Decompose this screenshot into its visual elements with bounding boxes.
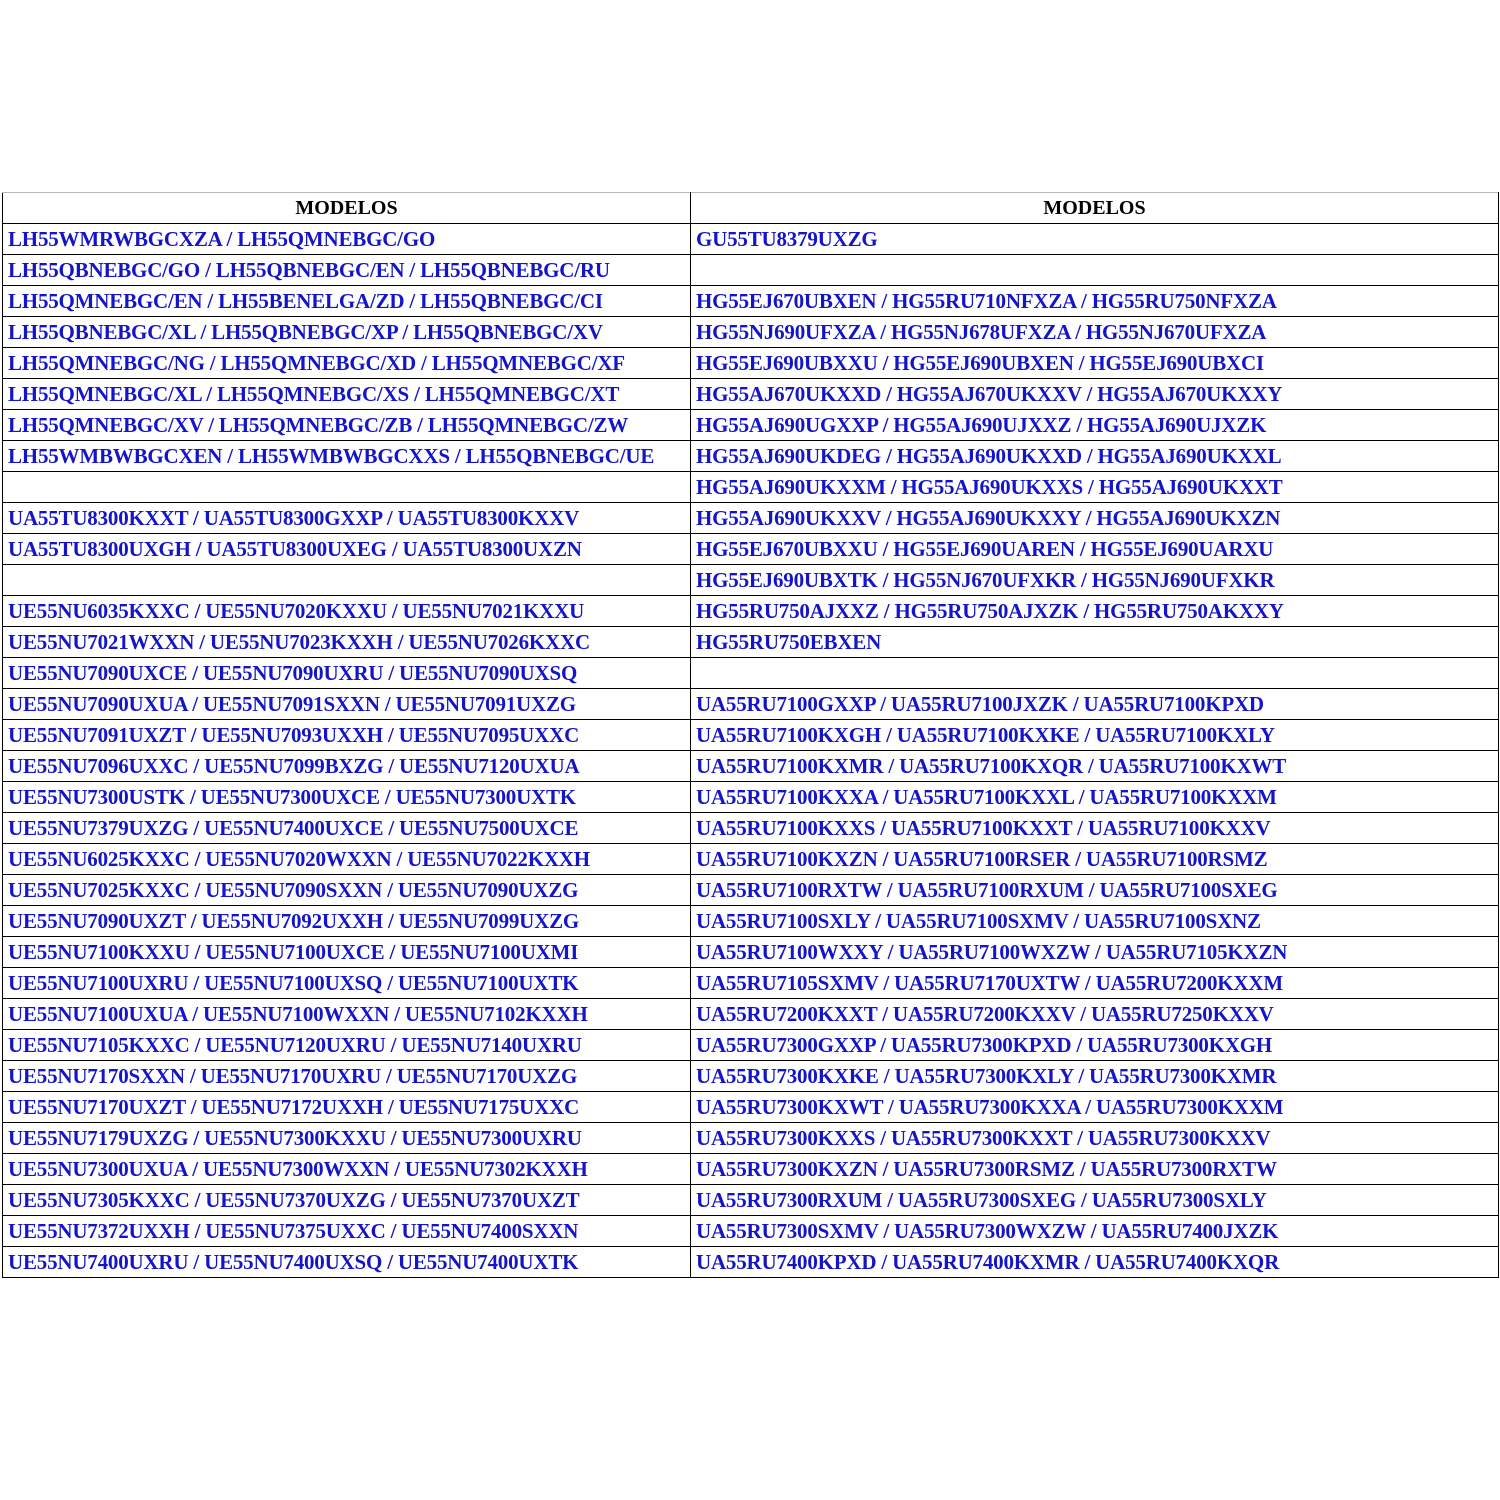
model-cell-left: UE55NU6035KXXC / UE55NU7020KXXU / UE55NU7021KXXU [3,596,691,627]
table-row [3,1154,1499,1185]
table-row [3,534,1499,565]
model-cell-left: UA55TU8300KXXT / UA55TU8300GXXP / UA55TU8300KXXV [3,503,691,534]
table-row [3,503,1499,534]
model-cell-left: LH55QMNEBGC/XL / LH55QMNEBGC/XS / LH55QMNEBGC/XT [3,379,691,410]
table-row [3,906,1499,937]
model-cell-left: UE55NU7179UXZG / UE55NU7300KXXU / UE55NU7300UXRU [3,1123,691,1154]
model-cell-left: UE55NU7090UXUA / UE55NU7091SXXN / UE55NU7091UXZG [3,689,691,720]
model-cell-right: HG55EJ670UBXEN / HG55RU710NFXZA / HG55RU750NFXZA [691,286,1499,317]
table-row [3,1061,1499,1092]
model-cell-left: UE55NU7400UXRU / UE55NU7400UXSQ / UE55NU7400UXTK [3,1247,691,1278]
model-cell-left: UE55NU7372UXXH / UE55NU7375UXXC / UE55NU7400SXXN [3,1216,691,1247]
table-row [3,596,1499,627]
model-cell-left: UE55NU7090UXCE / UE55NU7090UXRU / UE55NU7090UXSQ [3,658,691,689]
table-row [3,720,1499,751]
table-row [3,844,1499,875]
table-row [3,1123,1499,1154]
model-cell-left: UE55NU7300USTK / UE55NU7300UXCE / UE55NU7300UXTK [3,782,691,813]
model-cell-right: GU55TU8379UXZG [691,224,1499,255]
model-cell-right: UA55RU7200KXXT / UA55RU7200KXXV / UA55RU7250KXXV [691,999,1499,1030]
models-table [2,192,1499,1278]
table-row [3,348,1499,379]
model-cell-right: HG55RU750AJXXZ / HG55RU750AJXZK / HG55RU750AKXXY [691,596,1499,627]
model-cell-right: HG55AJ690UKXXM / HG55AJ690UKXXS / HG55AJ690UKXXT [691,472,1499,503]
table-row [3,1216,1499,1247]
model-cell-right: HG55EJ690UBXXU / HG55EJ690UBXEN / HG55EJ690UBXCI [691,348,1499,379]
table-row [3,1030,1499,1061]
model-cell-left: UE55NU7305KXXC / UE55NU7370UXZG / UE55NU7370UXZT [3,1185,691,1216]
table-row [3,1092,1499,1123]
model-cell-left: UA55TU8300UXGH / UA55TU8300UXEG / UA55TU8300UXZN [3,534,691,565]
model-cell-left: LH55QMNEBGC/EN / LH55BENELGA/ZD / LH55QBNEBGC/CI [3,286,691,317]
table-row [3,627,1499,658]
model-cell-right: HG55NJ690UFXZA / HG55NJ678UFXZA / HG55NJ670UFXZA [691,317,1499,348]
model-cell-left: UE55NU7379UXZG / UE55NU7400UXCE / UE55NU7500UXCE [3,813,691,844]
model-cell-left: UE55NU7091UXZT / UE55NU7093UXXH / UE55NU7095UXXC [3,720,691,751]
table-row [3,999,1499,1030]
model-cell-left: LH55QBNEBGC/GO / LH55QBNEBGC/EN / LH55QBNEBGC/RU [3,255,691,286]
model-cell-right: HG55EJ690UBXTK / HG55NJ670UFXKR / HG55NJ690UFXKR [691,565,1499,596]
table-row [3,968,1499,999]
model-cell-left: UE55NU7100UXRU / UE55NU7100UXSQ / UE55NU7100UXTK [3,968,691,999]
model-cell-left: LH55WMBWBGCXEN / LH55WMBWBGCXXS / LH55QBNEBGC/UE [3,441,691,472]
model-cell-right: UA55RU7100KXGH / UA55RU7100KXKE / UA55RU7100KXLY [691,720,1499,751]
model-cell-right: HG55EJ670UBXXU / HG55EJ690UAREN / HG55EJ690UARXU [691,534,1499,565]
table-row [3,1185,1499,1216]
table-row [3,379,1499,410]
table-row [3,255,1499,286]
model-cell-left: LH55QMNEBGC/XV / LH55QMNEBGC/ZB / LH55QMNEBGC/ZW [3,410,691,441]
model-cell-right: UA55RU7300KXXS / UA55RU7300KXXT / UA55RU7300KXXV [691,1123,1499,1154]
model-cell-right: UA55RU7105SXMV / UA55RU7170UXTW / UA55RU7200KXXM [691,968,1499,999]
table-row [3,410,1499,441]
table-row [3,782,1499,813]
table-row [3,751,1499,782]
model-cell-left: UE55NU6025KXXC / UE55NU7020WXXN / UE55NU7022KXXH [3,844,691,875]
model-cell-left: UE55NU7170UXZT / UE55NU7172UXXH / UE55NU7175UXXC [3,1092,691,1123]
model-cell-right: UA55RU7300KXKE / UA55RU7300KXLY / UA55RU7300KXMR [691,1061,1499,1092]
table-row [3,472,1499,503]
table-row [3,813,1499,844]
model-cell-left: UE55NU7100UXUA / UE55NU7100WXXN / UE55NU7102KXXH [3,999,691,1030]
model-cell-right: UA55RU7100KXZN / UA55RU7100RSER / UA55RU7100RSMZ [691,844,1499,875]
model-cell-right: UA55RU7100KXXA / UA55RU7100KXXL / UA55RU7100KXXM [691,782,1499,813]
model-cell-right [691,255,1499,286]
table-row [3,937,1499,968]
model-cell-right: HG55AJ690UKDEG / HG55AJ690UKXXD / HG55AJ690UKXXL [691,441,1499,472]
table-row [3,875,1499,906]
model-cell-left: UE55NU7300UXUA / UE55NU7300WXXN / UE55NU7302KXXH [3,1154,691,1185]
model-cell-right: UA55RU7100RXTW / UA55RU7100RXUM / UA55RU7100SXEG [691,875,1499,906]
table-row [3,689,1499,720]
model-cell-left: UE55NU7021WXXN / UE55NU7023KXXH / UE55NU7026KXXC [3,627,691,658]
model-cell-left: LH55WMRWBGCXZA / LH55QMNEBGC/GO [3,224,691,255]
model-cell-right: UA55RU7100KXXS / UA55RU7100KXXT / UA55RU7100KXXV [691,813,1499,844]
table-row [3,1247,1499,1278]
model-cell-left: UE55NU7090UXZT / UE55NU7092UXXH / UE55NU7099UXZG [3,906,691,937]
column-header-right: MODELOS [691,193,1499,224]
table-body [3,224,1499,1278]
model-cell-right: UA55RU7300KXWT / UA55RU7300KXXA / UA55RU7300KXXM [691,1092,1499,1123]
model-cell-right [691,658,1499,689]
model-cell-right: UA55RU7300KXZN / UA55RU7300RSMZ / UA55RU7300RXTW [691,1154,1499,1185]
model-cell-left: UE55NU7096UXXC / UE55NU7099BXZG / UE55NU7120UXUA [3,751,691,782]
model-cell-right: UA55RU7100GXXP / UA55RU7100JXZK / UA55RU7100KPXD [691,689,1499,720]
model-cell-left: LH55QMNEBGC/NG / LH55QMNEBGC/XD / LH55QMNEBGC/XF [3,348,691,379]
column-header-left: MODELOS [3,193,691,224]
model-cell-right: HG55AJ690UKXXV / HG55AJ690UKXXY / HG55AJ690UKXZN [691,503,1499,534]
model-cell-left: LH55QBNEBGC/XL / LH55QBNEBGC/XP / LH55QBNEBGC/XV [3,317,691,348]
model-cell-left [3,565,691,596]
table-row [3,317,1499,348]
table-header [3,193,1499,224]
model-cell-right: HG55RU750EBXEN [691,627,1499,658]
table-row [3,224,1499,255]
model-cell-right: UA55RU7100WXXY / UA55RU7100WXZW / UA55RU7105KXZN [691,937,1499,968]
table-row [3,286,1499,317]
table-row [3,441,1499,472]
model-cell-left: UE55NU7100KXXU / UE55NU7100UXCE / UE55NU7100UXMI [3,937,691,968]
model-cell-left: UE55NU7170SXXN / UE55NU7170UXRU / UE55NU7170UXZG [3,1061,691,1092]
model-cell-right: HG55AJ670UKXXD / HG55AJ670UKXXV / HG55AJ670UKXXY [691,379,1499,410]
model-cell-right: UA55RU7300GXXP / UA55RU7300KPXD / UA55RU7300KXGH [691,1030,1499,1061]
model-cell-right: UA55RU7100SXLY / UA55RU7100SXMV / UA55RU7100SXNZ [691,906,1499,937]
table-row [3,565,1499,596]
model-cell-left [3,472,691,503]
table-row [3,658,1499,689]
model-cell-left: UE55NU7025KXXC / UE55NU7090SXXN / UE55NU7090UXZG [3,875,691,906]
model-cell-left: UE55NU7105KXXC / UE55NU7120UXRU / UE55NU7140UXRU [3,1030,691,1061]
header-row [3,193,1499,224]
model-cell-right: UA55RU7300SXMV / UA55RU7300WXZW / UA55RU7400JXZK [691,1216,1499,1247]
model-cell-right: UA55RU7400KPXD / UA55RU7400KXMR / UA55RU7400KXQR [691,1247,1499,1278]
model-cell-right: UA55RU7300RXUM / UA55RU7300SXEG / UA55RU7300SXLY [691,1185,1499,1216]
model-cell-right: UA55RU7100KXMR / UA55RU7100KXQR / UA55RU7100KXWT [691,751,1499,782]
model-cell-right: HG55AJ690UGXXP / HG55AJ690UJXXZ / HG55AJ690UJXZK [691,410,1499,441]
